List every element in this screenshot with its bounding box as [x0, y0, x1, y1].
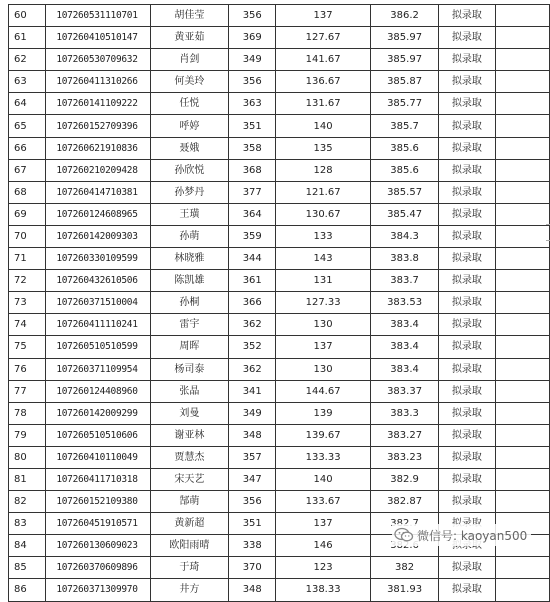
total-score-cell: 383.27 [370, 424, 438, 446]
first-score-cell: 362 [229, 314, 276, 336]
table-row [9, 181, 550, 203]
name-cell: 黄新超 [150, 513, 229, 535]
status-cell: 拟录取 [439, 248, 495, 270]
candidate-id-cell: 107260370609896 [46, 557, 150, 579]
second-score-cell: 131.67 [276, 93, 371, 115]
total-score-cell: 385.47 [370, 203, 438, 225]
empty-cell [495, 203, 549, 225]
name-cell: 欧阳雨晴 [150, 535, 229, 557]
table-row [9, 380, 550, 402]
first-score-cell: 352 [229, 336, 276, 358]
rank-cell: 86 [9, 579, 46, 601]
second-score-cell: 139.67 [276, 424, 371, 446]
first-score-cell: 369 [229, 27, 276, 49]
first-score-cell: 377 [229, 181, 276, 203]
total-score-cell: 383.37 [370, 380, 438, 402]
candidate-id-cell: 107260152109380 [46, 491, 150, 513]
first-score-cell: 368 [229, 159, 276, 181]
empty-cell [495, 336, 549, 358]
total-score-cell: 385.6 [370, 159, 438, 181]
total-score-cell: 382.9 [370, 468, 438, 490]
status-cell: 拟录取 [439, 380, 495, 402]
chat-bubble-icon [394, 527, 414, 543]
empty-cell [495, 49, 549, 71]
total-score-cell: 385.97 [370, 49, 438, 71]
status-cell: 拟录取 [439, 314, 495, 336]
empty-cell [495, 270, 549, 292]
table-row [9, 424, 550, 446]
status-cell: 拟录取 [439, 270, 495, 292]
second-score-cell: 123 [276, 557, 371, 579]
rank-cell: 74 [9, 314, 46, 336]
name-cell: 孙萌 [150, 225, 229, 247]
rank-cell: 64 [9, 93, 46, 115]
first-score-cell: 348 [229, 579, 276, 601]
name-cell: 孙梦丹 [150, 181, 229, 203]
candidate-id-cell: 107260141109222 [46, 93, 150, 115]
name-cell: 王璜 [150, 203, 229, 225]
second-score-cell: 133 [276, 225, 371, 247]
first-score-cell: 351 [229, 115, 276, 137]
status-cell: 拟录取 [439, 49, 495, 71]
empty-cell [495, 314, 549, 336]
total-score-cell: 382.87 [370, 491, 438, 513]
total-score-cell: 383.8 [370, 248, 438, 270]
first-score-cell: 341 [229, 380, 276, 402]
status-cell: 拟录取 [439, 557, 495, 579]
edge-tick [546, 224, 550, 225]
second-score-cell: 140 [276, 468, 371, 490]
first-score-cell: 370 [229, 557, 276, 579]
total-score-cell: 385.77 [370, 93, 438, 115]
candidate-id-cell: 107260371309970 [46, 579, 150, 601]
rank-cell: 78 [9, 402, 46, 424]
table-row [9, 270, 550, 292]
rank-cell: 65 [9, 115, 46, 137]
first-score-cell: 349 [229, 402, 276, 424]
candidate-id-cell: 107260142009299 [46, 402, 150, 424]
first-score-cell: 363 [229, 93, 276, 115]
name-cell: 陈凯雄 [150, 270, 229, 292]
status-cell: 拟录取 [439, 71, 495, 93]
second-score-cell: 136.67 [276, 71, 371, 93]
empty-cell [495, 424, 549, 446]
first-score-cell: 359 [229, 225, 276, 247]
name-cell: 聂娥 [150, 137, 229, 159]
rank-cell: 85 [9, 557, 46, 579]
candidate-id-cell: 107260411710318 [46, 468, 150, 490]
table-row [9, 314, 550, 336]
name-cell: 胡佳莹 [150, 5, 229, 27]
total-score-cell: 383.3 [370, 402, 438, 424]
name-cell: 孙欣悦 [150, 159, 229, 181]
name-cell: 周晖 [150, 336, 229, 358]
name-cell: 贾慧杰 [150, 446, 229, 468]
table-row [9, 93, 550, 115]
candidate-id-cell: 107260621910836 [46, 137, 150, 159]
first-score-cell: 364 [229, 203, 276, 225]
status-cell: 拟录取 [439, 446, 495, 468]
candidate-id-cell: 107260124608965 [46, 203, 150, 225]
empty-cell [495, 446, 549, 468]
candidate-id-cell: 107260510510599 [46, 336, 150, 358]
second-score-cell: 133.67 [276, 491, 371, 513]
name-cell: 井方 [150, 579, 229, 601]
name-cell: 于琦 [150, 557, 229, 579]
name-cell: 杨司泰 [150, 358, 229, 380]
status-cell: 拟录取 [439, 27, 495, 49]
empty-cell [495, 402, 549, 424]
status-cell: 拟录取 [439, 5, 495, 27]
rank-cell: 66 [9, 137, 46, 159]
second-score-cell: 128 [276, 159, 371, 181]
status-cell: 拟录取 [439, 225, 495, 247]
name-cell: 黄亚茹 [150, 27, 229, 49]
first-score-cell: 358 [229, 137, 276, 159]
total-score-cell: 385.6 [370, 137, 438, 159]
table-row [9, 402, 550, 424]
second-score-cell: 144.67 [276, 380, 371, 402]
table-row [9, 203, 550, 225]
second-score-cell: 131 [276, 270, 371, 292]
second-score-cell: 121.67 [276, 181, 371, 203]
table-row [9, 248, 550, 270]
status-cell: 拟录取 [439, 358, 495, 380]
total-score-cell: 385.7 [370, 115, 438, 137]
status-cell: 拟录取 [439, 181, 495, 203]
first-score-cell: 366 [229, 292, 276, 314]
rank-cell: 75 [9, 336, 46, 358]
candidate-id-cell: 107260124408960 [46, 380, 150, 402]
empty-cell [495, 27, 549, 49]
name-cell: 呼婷 [150, 115, 229, 137]
wechat-watermark [392, 524, 531, 546]
status-cell: 拟录取 [439, 137, 495, 159]
rank-cell: 67 [9, 159, 46, 181]
empty-cell [495, 115, 549, 137]
table-row [9, 71, 550, 93]
name-cell: 何美玲 [150, 71, 229, 93]
candidate-id-cell: 107260410510147 [46, 27, 150, 49]
status-cell: 拟录取 [439, 491, 495, 513]
name-cell: 谢亚林 [150, 424, 229, 446]
rank-cell: 82 [9, 491, 46, 513]
rank-cell: 80 [9, 446, 46, 468]
candidate-id-cell: 107260530709632 [46, 49, 150, 71]
empty-cell [495, 225, 549, 247]
table-row [9, 491, 550, 513]
first-score-cell: 347 [229, 468, 276, 490]
second-score-cell: 130.67 [276, 203, 371, 225]
candidate-id-cell: 107260432610506 [46, 270, 150, 292]
second-score-cell: 146 [276, 535, 371, 557]
empty-cell [495, 159, 549, 181]
candidate-id-cell: 107260152709396 [46, 115, 150, 137]
second-score-cell: 138.33 [276, 579, 371, 601]
rank-cell: 63 [9, 71, 46, 93]
candidate-id-cell: 107260510510606 [46, 424, 150, 446]
rank-cell: 60 [9, 5, 46, 27]
empty-cell [495, 292, 549, 314]
name-cell: 张晶 [150, 380, 229, 402]
table-row [9, 27, 550, 49]
status-cell: 拟录取 [439, 159, 495, 181]
candidate-id-cell: 107260142009303 [46, 225, 150, 247]
first-score-cell: 356 [229, 5, 276, 27]
total-score-cell: 383.7 [370, 270, 438, 292]
candidate-id-cell: 107260531110701 [46, 5, 150, 27]
first-score-cell: 361 [229, 270, 276, 292]
second-score-cell: 130 [276, 314, 371, 336]
first-score-cell: 348 [229, 424, 276, 446]
empty-cell [495, 468, 549, 490]
table-row [9, 557, 550, 579]
rank-cell: 72 [9, 270, 46, 292]
table-row [9, 336, 550, 358]
table-row [9, 49, 550, 71]
status-cell: 拟录取 [439, 115, 495, 137]
table-row [9, 292, 550, 314]
empty-cell [495, 380, 549, 402]
table-row [9, 115, 550, 137]
empty-cell [495, 557, 549, 579]
total-score-cell: 383.53 [370, 292, 438, 314]
second-score-cell: 143 [276, 248, 371, 270]
second-score-cell: 133.33 [276, 446, 371, 468]
second-score-cell: 127.67 [276, 27, 371, 49]
total-score-cell: 384.3 [370, 225, 438, 247]
first-score-cell: 344 [229, 248, 276, 270]
candidate-id-cell: 107260410110049 [46, 446, 150, 468]
total-score-cell: 381.93 [370, 579, 438, 601]
name-cell: 宋天艺 [150, 468, 229, 490]
empty-cell [495, 248, 549, 270]
total-score-cell: 383.23 [370, 446, 438, 468]
table-row [9, 137, 550, 159]
second-score-cell: 127.33 [276, 292, 371, 314]
name-cell: 任悦 [150, 93, 229, 115]
table-row [9, 225, 550, 247]
status-cell: 拟录取 [439, 292, 495, 314]
rank-cell: 73 [9, 292, 46, 314]
table-body [9, 5, 550, 602]
total-score-cell: 385.97 [370, 27, 438, 49]
name-cell: 雷宇 [150, 314, 229, 336]
table-row [9, 159, 550, 181]
name-cell: 孙桐 [150, 292, 229, 314]
rank-cell: 79 [9, 424, 46, 446]
second-score-cell: 137 [276, 5, 371, 27]
admission-table [8, 4, 550, 602]
second-score-cell: 140 [276, 115, 371, 137]
table-row [9, 5, 550, 27]
candidate-id-cell: 107260411310266 [46, 71, 150, 93]
table-row [9, 468, 550, 490]
status-cell: 拟录取 [439, 424, 495, 446]
empty-cell [495, 181, 549, 203]
first-score-cell: 351 [229, 513, 276, 535]
first-score-cell: 356 [229, 71, 276, 93]
edge-tick [546, 240, 550, 241]
empty-cell [495, 579, 549, 601]
first-score-cell: 362 [229, 358, 276, 380]
table-row [9, 446, 550, 468]
rank-cell: 70 [9, 225, 46, 247]
status-cell: 拟录取 [439, 468, 495, 490]
first-score-cell: 356 [229, 491, 276, 513]
status-cell: 拟录取 [439, 336, 495, 358]
name-cell: 林晓雅 [150, 248, 229, 270]
candidate-id-cell: 107260330109599 [46, 248, 150, 270]
rank-cell: 68 [9, 181, 46, 203]
candidate-id-cell: 107260414710381 [46, 181, 150, 203]
status-cell: 拟录取 [439, 402, 495, 424]
rank-cell: 83 [9, 513, 46, 535]
table-row [9, 579, 550, 601]
second-score-cell: 135 [276, 137, 371, 159]
second-score-cell: 137 [276, 513, 371, 535]
rank-cell: 76 [9, 358, 46, 380]
candidate-id-cell: 107260210209428 [46, 159, 150, 181]
rank-cell: 61 [9, 27, 46, 49]
empty-cell [495, 491, 549, 513]
rank-cell: 71 [9, 248, 46, 270]
candidate-id-cell: 107260451910571 [46, 513, 150, 535]
total-score-cell: 383.4 [370, 336, 438, 358]
total-score-cell: 385.87 [370, 71, 438, 93]
second-score-cell: 137 [276, 336, 371, 358]
total-score-cell: 385.57 [370, 181, 438, 203]
total-score-cell: 383.4 [370, 314, 438, 336]
candidate-id-cell: 107260371510004 [46, 292, 150, 314]
candidate-id-cell: 107260371109954 [46, 358, 150, 380]
status-cell: 拟录取 [439, 93, 495, 115]
total-score-cell: 386.2 [370, 5, 438, 27]
table-row [9, 358, 550, 380]
total-score-cell: 383.4 [370, 358, 438, 380]
first-score-cell: 338 [229, 535, 276, 557]
rank-cell: 81 [9, 468, 46, 490]
name-cell: 肖剑 [150, 49, 229, 71]
empty-cell [495, 358, 549, 380]
empty-cell [495, 137, 549, 159]
second-score-cell: 141.67 [276, 49, 371, 71]
rank-cell: 69 [9, 203, 46, 225]
watermark-text: 微信号: kaoyan500 [417, 528, 528, 543]
first-score-cell: 349 [229, 49, 276, 71]
rank-cell: 62 [9, 49, 46, 71]
second-score-cell: 139 [276, 402, 371, 424]
empty-cell [495, 5, 549, 27]
name-cell: 郜萌 [150, 491, 229, 513]
name-cell: 刘曼 [150, 402, 229, 424]
total-score-cell: 382 [370, 557, 438, 579]
status-cell: 拟录取 [439, 203, 495, 225]
status-cell: 拟录取 [439, 579, 495, 601]
first-score-cell: 357 [229, 446, 276, 468]
rank-cell: 84 [9, 535, 46, 557]
rank-cell: 77 [9, 380, 46, 402]
second-score-cell: 130 [276, 358, 371, 380]
candidate-id-cell: 107260130609023 [46, 535, 150, 557]
empty-cell [495, 71, 549, 93]
candidate-id-cell: 107260411110241 [46, 314, 150, 336]
empty-cell [495, 93, 549, 115]
